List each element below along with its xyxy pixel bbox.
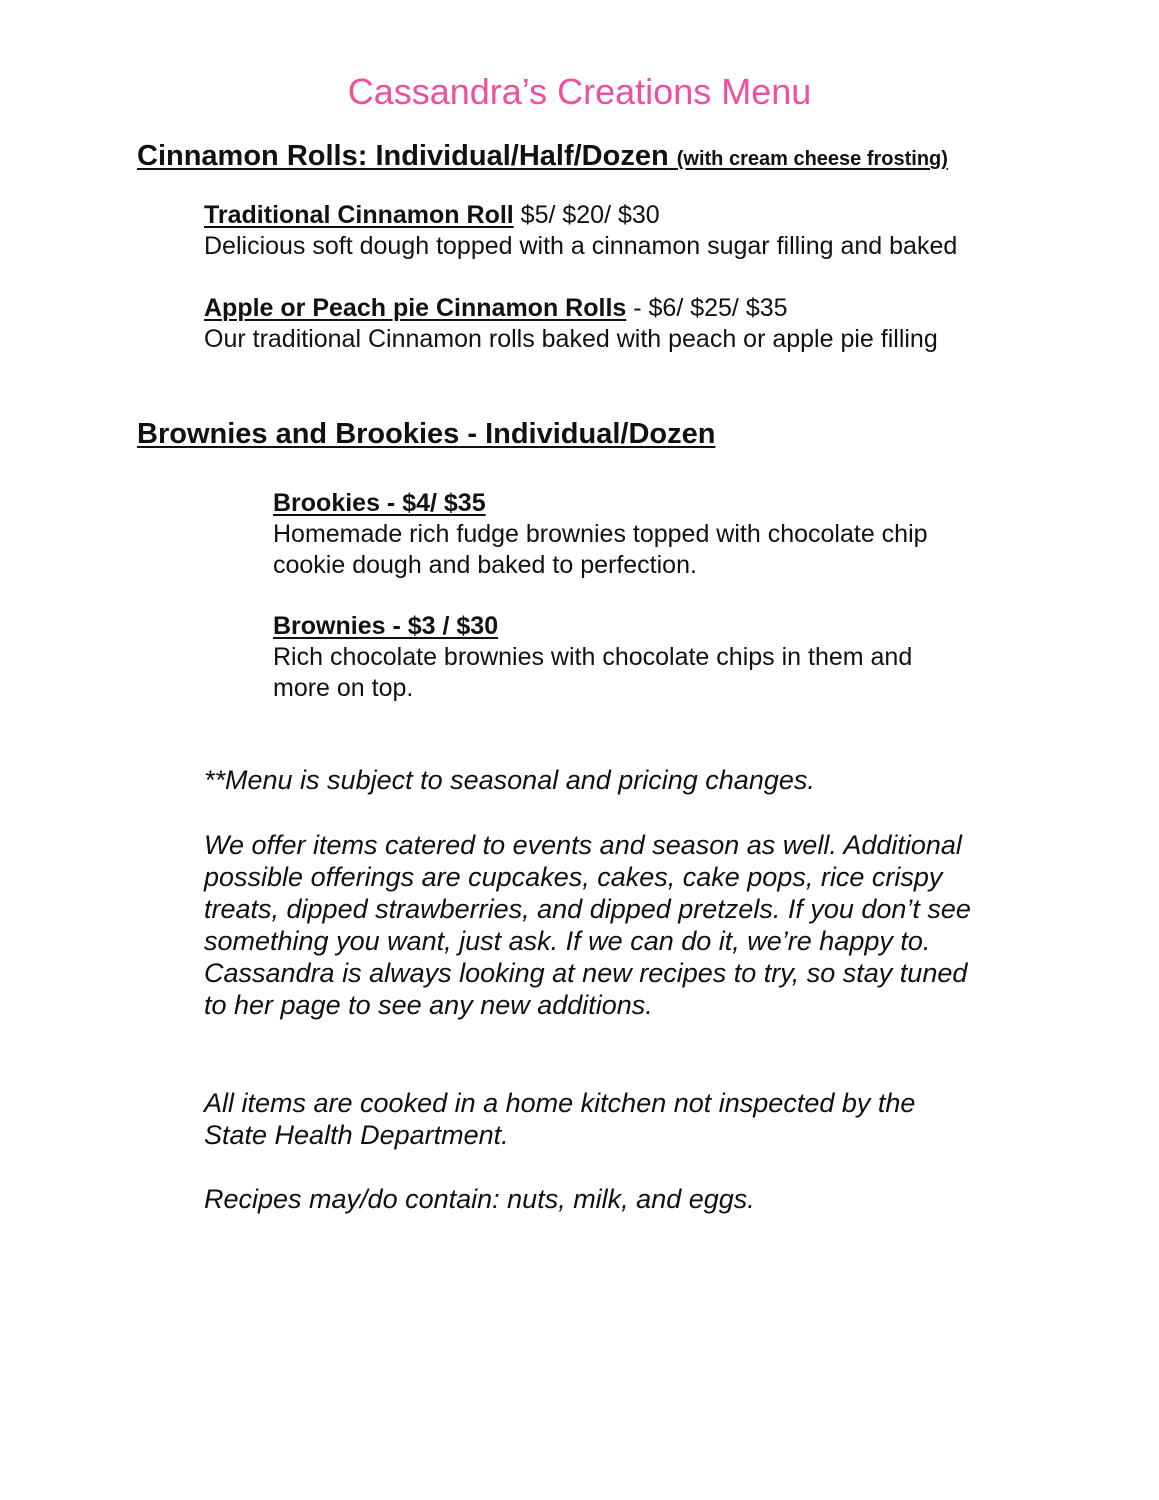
item-description: Delicious soft dough topped with a cinnamon sugar filling and baked: [204, 232, 958, 260]
item-price: - $6/ $25/ $35: [626, 294, 788, 322]
offerings-line: treats, dipped strawberries, and dipped pretzels. If you don’t see: [204, 894, 971, 924]
item-name: Traditional Cinnamon Roll: [204, 201, 514, 229]
brownies-section-heading: Brownies and Brookies - Individual/Dozen: [137, 418, 716, 450]
offerings-note: [204, 829, 971, 1021]
item-description-line: Rich chocolate brownies with chocolate chips in them and: [273, 643, 913, 671]
menu-item-traditional-cinnamon-roll: [204, 200, 957, 262]
offerings-line: to her page to see any new additions.: [204, 990, 653, 1020]
offerings-line: something you want, just ask. If we can do it, we’re happy to.: [204, 926, 931, 956]
item-price: $5/ $20/ $30: [513, 201, 660, 229]
item-name: Brookies - $4/ $35: [273, 489, 486, 517]
offerings-line: We offer items catered to events and season as well. Additional: [204, 830, 962, 860]
offerings-line: possible offerings are cupcakes, cakes, cake pops, rice crispy: [204, 862, 943, 892]
item-name: Brownies - $3 / $30: [273, 612, 499, 640]
cinnamon-heading-note: (with cream cheese frosting): [676, 148, 948, 170]
seasonal-note: **Menu is subject to seasonal and pricing changes.: [204, 765, 815, 795]
allergen-note: Recipes may/do contain: nuts, milk, and eggs.: [204, 1184, 755, 1214]
cinnamon-heading-text: Cinnamon Rolls: Individual/Half/Dozen: [137, 140, 669, 172]
menu-title: Cassandra’s Creations Menu: [347, 71, 812, 112]
kitchen-line: All items are cooked in a home kitchen not inspected by the: [204, 1088, 916, 1118]
item-name: Apple or Peach pie Cinnamon Rolls: [204, 294, 627, 322]
menu-item-pie-cinnamon-rolls: [204, 293, 938, 355]
item-description: Our traditional Cinnamon rolls baked with peach or apple pie filling: [204, 325, 938, 353]
cinnamon-section-heading: [137, 138, 948, 177]
item-description-line: cookie dough and baked to perfection.: [273, 551, 697, 579]
item-description-line: Homemade rich fudge brownies topped with chocolate chip: [273, 520, 928, 548]
menu-item-brookies: [273, 488, 928, 581]
menu-item-brownies: [273, 611, 912, 704]
item-description-line: more on top.: [273, 674, 414, 702]
kitchen-line: State Health Department.: [204, 1120, 509, 1150]
offerings-line: Cassandra is always looking at new recipes to try, so stay tuned: [204, 958, 968, 988]
kitchen-disclaimer: [204, 1087, 915, 1151]
